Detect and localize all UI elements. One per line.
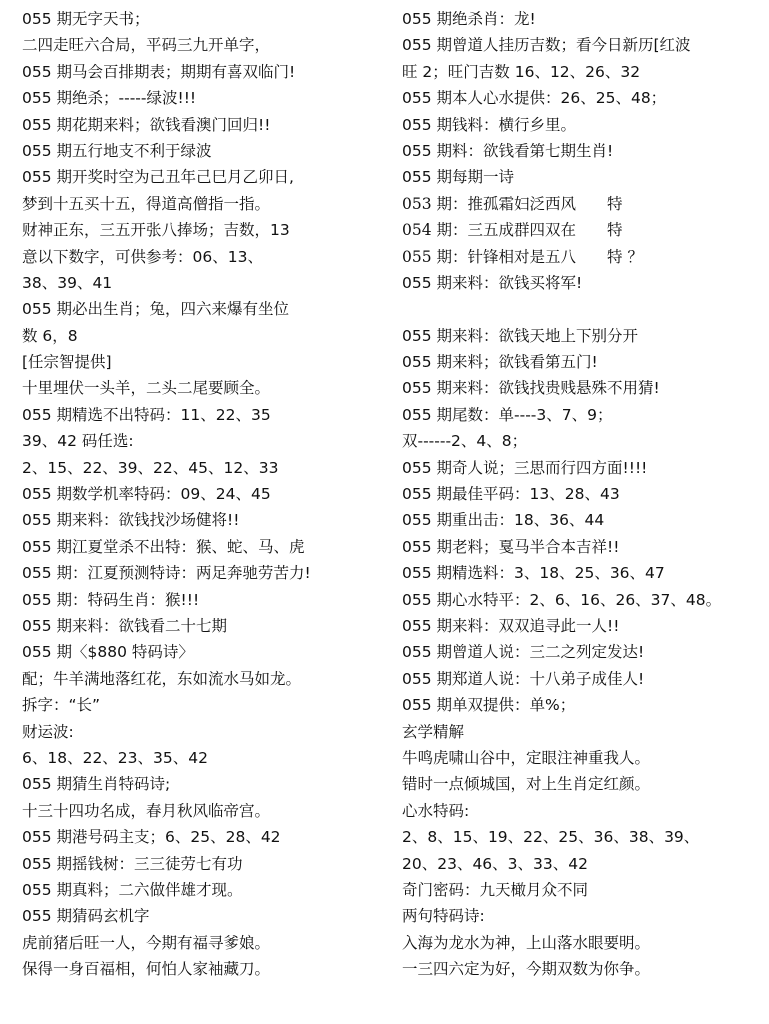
- text-line: 055 期来料：欲钱找贵贱悬殊不用猜!: [402, 379, 660, 398]
- text-line: 数 6，8: [22, 326, 78, 345]
- text-line: 055 期来料：欲钱天地上下别分开: [402, 326, 639, 345]
- text-line: 6、18、22、23、35、42: [22, 748, 208, 767]
- text-line: 虎前猪后旺一人，今期有福寻爹娘。: [22, 933, 271, 952]
- text-line: 055 期郑道人说：十八弟子成佳人!: [402, 669, 645, 688]
- text-line: 两句特码诗:: [402, 907, 485, 926]
- text-line: 055 期奇人说；三思而行四方面!!!!: [402, 458, 648, 477]
- text-line: 055 期数学机率特码：09、24、45: [22, 485, 271, 504]
- text-line: 055 期猜码玄机字: [22, 907, 150, 926]
- text-line: 055 期：针锋相对是五八 特 ？: [402, 247, 643, 266]
- left-column: [22, 6, 390, 982]
- text-line: 38、39、41: [22, 273, 113, 292]
- text-line: 055 期来料：欲钱找沙场健将!!: [22, 511, 240, 530]
- text-line: 二四走旺六合局，平码三九开单字，: [22, 36, 271, 55]
- text-line: 2、15、22、39、22、45、12、33: [22, 458, 279, 477]
- text-line: 055 期花期来料；欲钱看澳门回归!!: [22, 115, 271, 134]
- text-line: 玄学精解: [402, 722, 465, 741]
- text-line: 055 期老料；戛马半合本吉祥!!: [402, 537, 620, 556]
- text-line: 055 期绝杀肖：龙!: [402, 10, 536, 28]
- text-line: 055 期马会百排期表；期期有喜双临门!: [22, 62, 296, 81]
- text-line: 牛鸣虎啸山谷中，定眼注神重我人。: [402, 748, 651, 767]
- text-line: 拆字：“长”: [22, 696, 101, 715]
- text-line: 双------2、4、8；: [402, 432, 528, 451]
- text-line: 054 期：三五成群四双在 特: [402, 221, 623, 240]
- text-line: 心水特码:: [402, 801, 470, 820]
- text-line: 055 期真料；二六做伴雄才现。: [22, 880, 243, 899]
- text-line: 20、23、46、3、33、42: [402, 854, 588, 873]
- text-line: 055 期料：欲钱看第七期生肖!: [402, 141, 614, 160]
- right-column: [402, 6, 762, 982]
- text-line: [402, 296, 762, 322]
- text-line: 055 期精选不出特码：11、22、35: [22, 405, 271, 424]
- text-line: 055 期尾数：单----3、7、9；: [402, 405, 613, 424]
- text-line: 奇门密码：九天橄月众不同: [402, 880, 589, 899]
- text-line: 财运波:: [22, 722, 74, 741]
- text-line: 意以下数字，可供参考：06、13、: [22, 247, 263, 266]
- text-line: 055 期猜生肖特码诗;: [22, 775, 171, 794]
- text-line: 053 期：推孤霜妇泛西风 特: [402, 194, 623, 213]
- text-line: 39、42 码任选:: [22, 432, 134, 451]
- text-line: 梦到十五买十五，得道高僧指一指。: [22, 194, 271, 213]
- text-line: 055 期最佳平码：13、28、43: [402, 485, 620, 504]
- text-line: 财神正东，三五开张八捧场；吉数，13: [22, 221, 290, 240]
- text-line: 055 期摇钱树：三三徒劳七有功: [22, 854, 243, 873]
- text-line: 055 期每期一诗: [402, 168, 515, 187]
- text-line: 旺 2；旺门吉数 16、12、26、32: [402, 62, 641, 81]
- text-line: 入海为龙水为神，上山落水眼要明。: [402, 933, 651, 952]
- text-line: 055 期曾道人说：三二之列定发达!: [402, 643, 645, 662]
- text-line: 055 期开奖时空为己丑年己巳月乙卯日,: [22, 168, 294, 187]
- text-line: 2、8、15、19、22、25、36、38、39、: [402, 828, 700, 847]
- text-line: 055 期本人心水提供：26、25、48；: [402, 89, 667, 108]
- text-line: 055 期港号码主支；6、25、28、42: [22, 828, 281, 847]
- text-line: 055 期来料；欲钱看第五门!: [402, 353, 598, 372]
- text-line: 055 期心水特平：2、6、16、26、37、48。: [402, 590, 722, 609]
- text-line: 055 期：江夏预测特诗：两足奔驰劳苦力!: [22, 564, 311, 583]
- text-line: 055 期单双提供：单%；: [402, 696, 576, 715]
- text-line: 055 期来料：双双追寻此一人!!: [402, 616, 620, 635]
- text-line: 十里埋伏一头羊，二头二尾要顾全。: [22, 379, 271, 398]
- text-line: 十三十四功名成，春月秋风临帝宫。: [22, 801, 271, 820]
- text-line: 错时一点倾城国，对上生肖定红颜。: [402, 775, 651, 794]
- text-line: [任宗智提供]: [22, 353, 112, 372]
- text-line: 055 期：特码生肖：猴!!!: [22, 590, 200, 609]
- text-line: 055 期来料：欲钱买将军!: [402, 273, 583, 292]
- text-line: 配；牛羊满地落红花，东如流水马如龙。: [22, 669, 302, 688]
- text-line: 055 期重出击：18、36、44: [402, 511, 605, 530]
- text-line: 保得一身百福相，何怕人家袖藏刀。: [22, 960, 271, 979]
- text-line: 一三四六定为好，今期双数为你争。: [402, 960, 651, 979]
- text-line: 055 期来料：欲钱看二十七期: [22, 616, 228, 635]
- text-line: 055 期无字天书；: [22, 10, 150, 28]
- text-line: 055 期〈$880 特码诗〉: [22, 643, 194, 662]
- text-line: 055 期江夏堂杀不出特：猴、蛇、马、虎: [22, 537, 305, 556]
- text-line: 055 期曾道人挂历吉数；看今日新历[红波: [402, 36, 691, 55]
- text-line: 055 期必出生肖；兔，四六来爆有坐位: [22, 300, 290, 319]
- text-line: 055 期精选料：3、18、25、36、47: [402, 564, 665, 583]
- text-line: 055 期钱料：横行乡里。: [402, 115, 577, 134]
- text-line: 055 期绝杀；-----绿波!!!: [22, 89, 197, 108]
- text-line: 055 期五行地支不利于绿波: [22, 141, 212, 160]
